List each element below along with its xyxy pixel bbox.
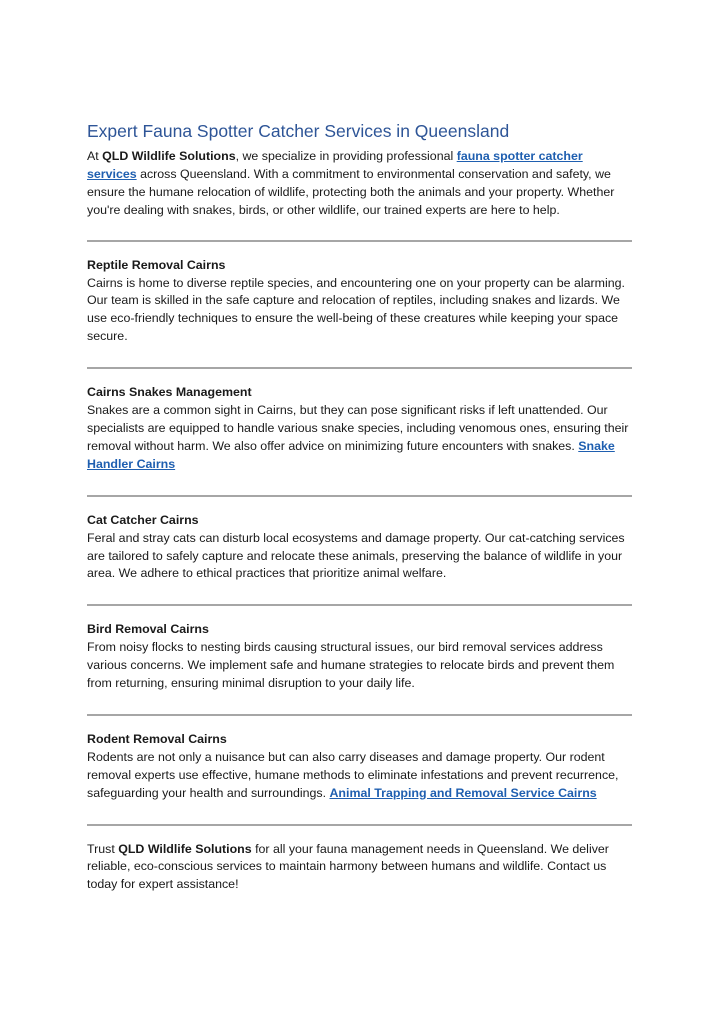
section-divider xyxy=(87,495,632,497)
section-body xyxy=(87,621,632,693)
document-page xyxy=(87,121,632,894)
company-name: QLD Wildlife Solutions xyxy=(102,149,236,163)
section-text: Rodents are not only a nuisance but can also carry diseases and damage property. Our rodent removal experts use effective, humane methods to eliminate infestations and prevent recurrence, safeguarding your health and surroundings. xyxy=(87,749,619,800)
closing-paragraph xyxy=(87,841,632,895)
section-text: Feral and stray cats can disturb local ecosystems and damage property. Our cat-catching services are tailored to safely capture and relocate these animals, preserving the balance of wildlife in your area. We adhere to ethical practices that prioritize animal welfare. xyxy=(87,530,625,581)
company-name: QLD Wildlife Solutions xyxy=(118,841,252,856)
section-reptile xyxy=(87,257,632,347)
animal-trapping-link[interactable]: Animal Trapping and Removal Service Cairns xyxy=(329,785,597,800)
section-title: Reptile Removal Cairns xyxy=(87,257,226,272)
section-text: Snakes are a common sight in Cairns, but they can pose significant risks if left unattended. Our specialists are equipped to handle various snake species, including venomous ones, ensuring their removal without harm. We also offer advice on minimizing future encounters with snakes. xyxy=(87,403,629,453)
section-body xyxy=(87,257,632,347)
fauna-spotter-link[interactable]: fauna spotter catcher services xyxy=(87,149,583,181)
section-body xyxy=(87,731,632,803)
page-title: Expert Fauna Spotter Catcher Services in Queensland xyxy=(87,121,510,141)
intro-text-mid: , we specialize in providing professional xyxy=(235,149,457,163)
section-divider xyxy=(87,604,632,606)
section-divider xyxy=(87,714,632,716)
snake-handler-link[interactable]: Snake Handler Cairns xyxy=(87,438,615,471)
section-divider xyxy=(87,240,632,242)
section-snakes xyxy=(87,384,632,474)
section-text: From noisy flocks to nesting birds causing structural issues, our bird removal services address various concerns. We implement safe and humane strategies to relocate birds and prevent them from returning, ensuring minimal disruption to your daily life. xyxy=(87,640,615,691)
intro-paragraph xyxy=(87,148,632,220)
section-title: Cat Catcher Cairns xyxy=(87,512,199,527)
section-text: Cairns is home to diverse reptile species, and encountering one on your property can be alarming. Our team is skilled in the safe capture and relocation of reptiles, including snakes and lizards. We use eco-friendly techniques to ensure the well-being of these creatures while keeping your space secure. xyxy=(87,275,625,344)
closing-section xyxy=(87,841,632,895)
section-divider xyxy=(87,367,632,369)
section-title: Bird Removal Cairns xyxy=(87,622,209,637)
section-body xyxy=(87,384,632,474)
closing-text-start: Trust xyxy=(87,841,119,856)
section-title: Rodent Removal Cairns xyxy=(87,731,227,746)
intro-text-end: across Queensland. With a commitment to environmental conservation and safety, we ensure the humane relocation of wildlife, protecting both the animals and your property. Whether you're dealing with snakes, birds, or other wildlife, our trained experts are here to help. xyxy=(87,166,615,217)
section-bird xyxy=(87,621,632,693)
intro-text-start: At xyxy=(87,149,103,163)
section-rodent xyxy=(87,731,632,803)
closing-text-end: for all your fauna management needs in Queensland. We deliver reliable, eco-conscious services to maintain harmony between humans and wildlife. Contact us today for expert assistance! xyxy=(87,841,609,892)
section-divider xyxy=(87,824,632,826)
section-cat xyxy=(87,512,632,584)
section-title: Cairns Snakes Management xyxy=(87,385,252,400)
section-body xyxy=(87,512,632,584)
